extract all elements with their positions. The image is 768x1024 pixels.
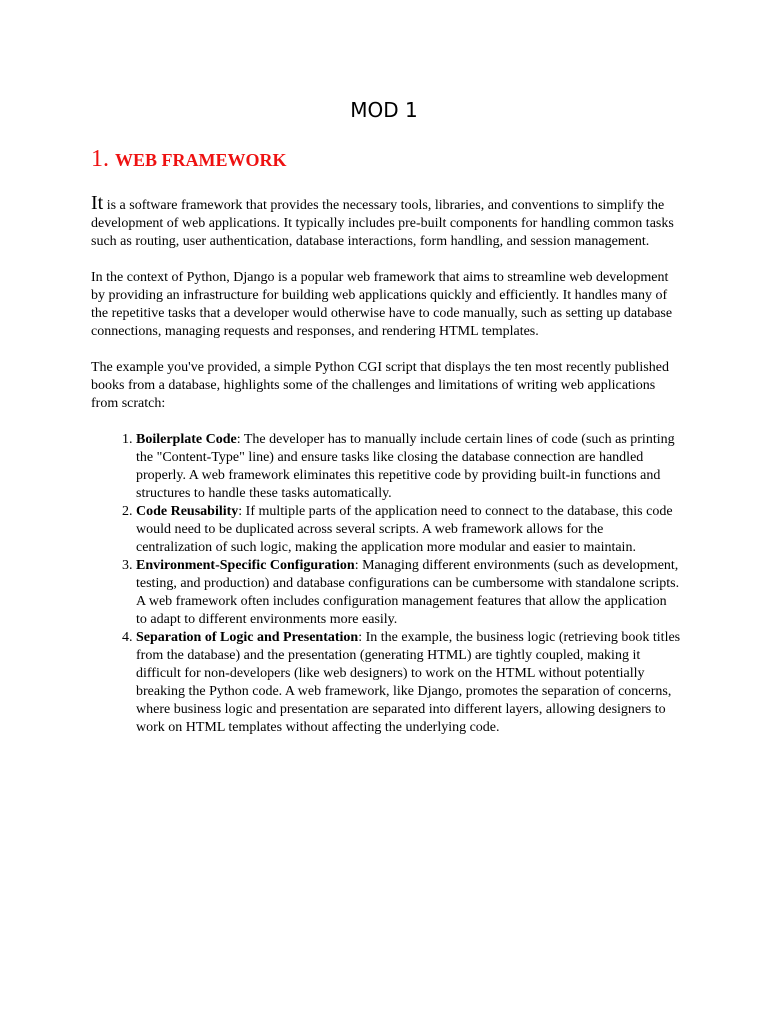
challenges-list: [91, 431, 681, 737]
list-item: [136, 503, 681, 557]
list-item-term: Boilerplate Code: [136, 432, 237, 447]
list-item-term: Environment-Specific Configuration: [136, 558, 355, 573]
document-body: [91, 194, 681, 737]
paragraph-definition: [91, 194, 681, 251]
list-item-text: : The developer has to manually include certain lines of code (such as printing the "Content-Type" line) and ensure tasks like closing the database connection are handled properly. A web framework eliminates this repetitive code by providing built-in functions and structures to handle these tasks automatically.: [136, 432, 675, 501]
list-item: [136, 557, 681, 629]
page-title: MOD 1: [350, 98, 418, 122]
paragraph-text: is a software framework that provides the necessary tools, libraries, and conventions to simplify the development of web applications. It typically includes pre-built components for handling common tasks such as routing, user authentication, database interactions, form handling, and session management.: [91, 198, 674, 249]
section-heading: [91, 146, 287, 173]
paragraph-lead-word: It: [91, 192, 104, 214]
paragraph-django: In the context of Python, Django is a popular web framework that aims to streamline web development by providing an infrastructure for building web applications quickly and efficiently. It handles many of the repetitive tasks that a developer would otherwise have to code manually, such as setting up database connections, managing requests and responses, and rendering HTML templates.: [91, 270, 673, 339]
list-item: [136, 629, 681, 737]
list-item-text: : If multiple parts of the application need to connect to the database, this code would need to be duplicated across several scripts. A web framework allows for the centralization of such logic, making the application more modular and easier to maintain.: [136, 504, 673, 555]
section-heading-text: WEB FRAMEWORK: [115, 150, 287, 170]
list-item-text: : In the example, the business logic (retrieving book titles from the database) and the presentation (generating HTML) are tightly coupled, making it difficult for non-developers (like web designers) to work on the HTML without potentially breaking the Python code. A web framework, like Django, promotes the separation of concerns, where business logic and presentation are separated into different layers, allowing designers to work on HTML templates without affecting the underlying code.: [136, 630, 681, 735]
list-item: [136, 431, 681, 503]
paragraph-example: The example you've provided, a simple Python CGI script that displays the ten most recently published books from a database, highlights some of the challenges and limitations of writing web applications from scratch:: [91, 360, 669, 411]
list-item-term: Separation of Logic and Presentation: [136, 630, 359, 645]
section-number: 1.: [91, 146, 109, 172]
list-item-text: : Managing different environments (such as development, testing, and production) and database configurations can be cumbersome with standalone scripts. A web framework often includes configuration management features that allow the application to adapt to different environments more easily.: [136, 558, 680, 627]
list-item-term: Code Reusability: [136, 504, 239, 519]
